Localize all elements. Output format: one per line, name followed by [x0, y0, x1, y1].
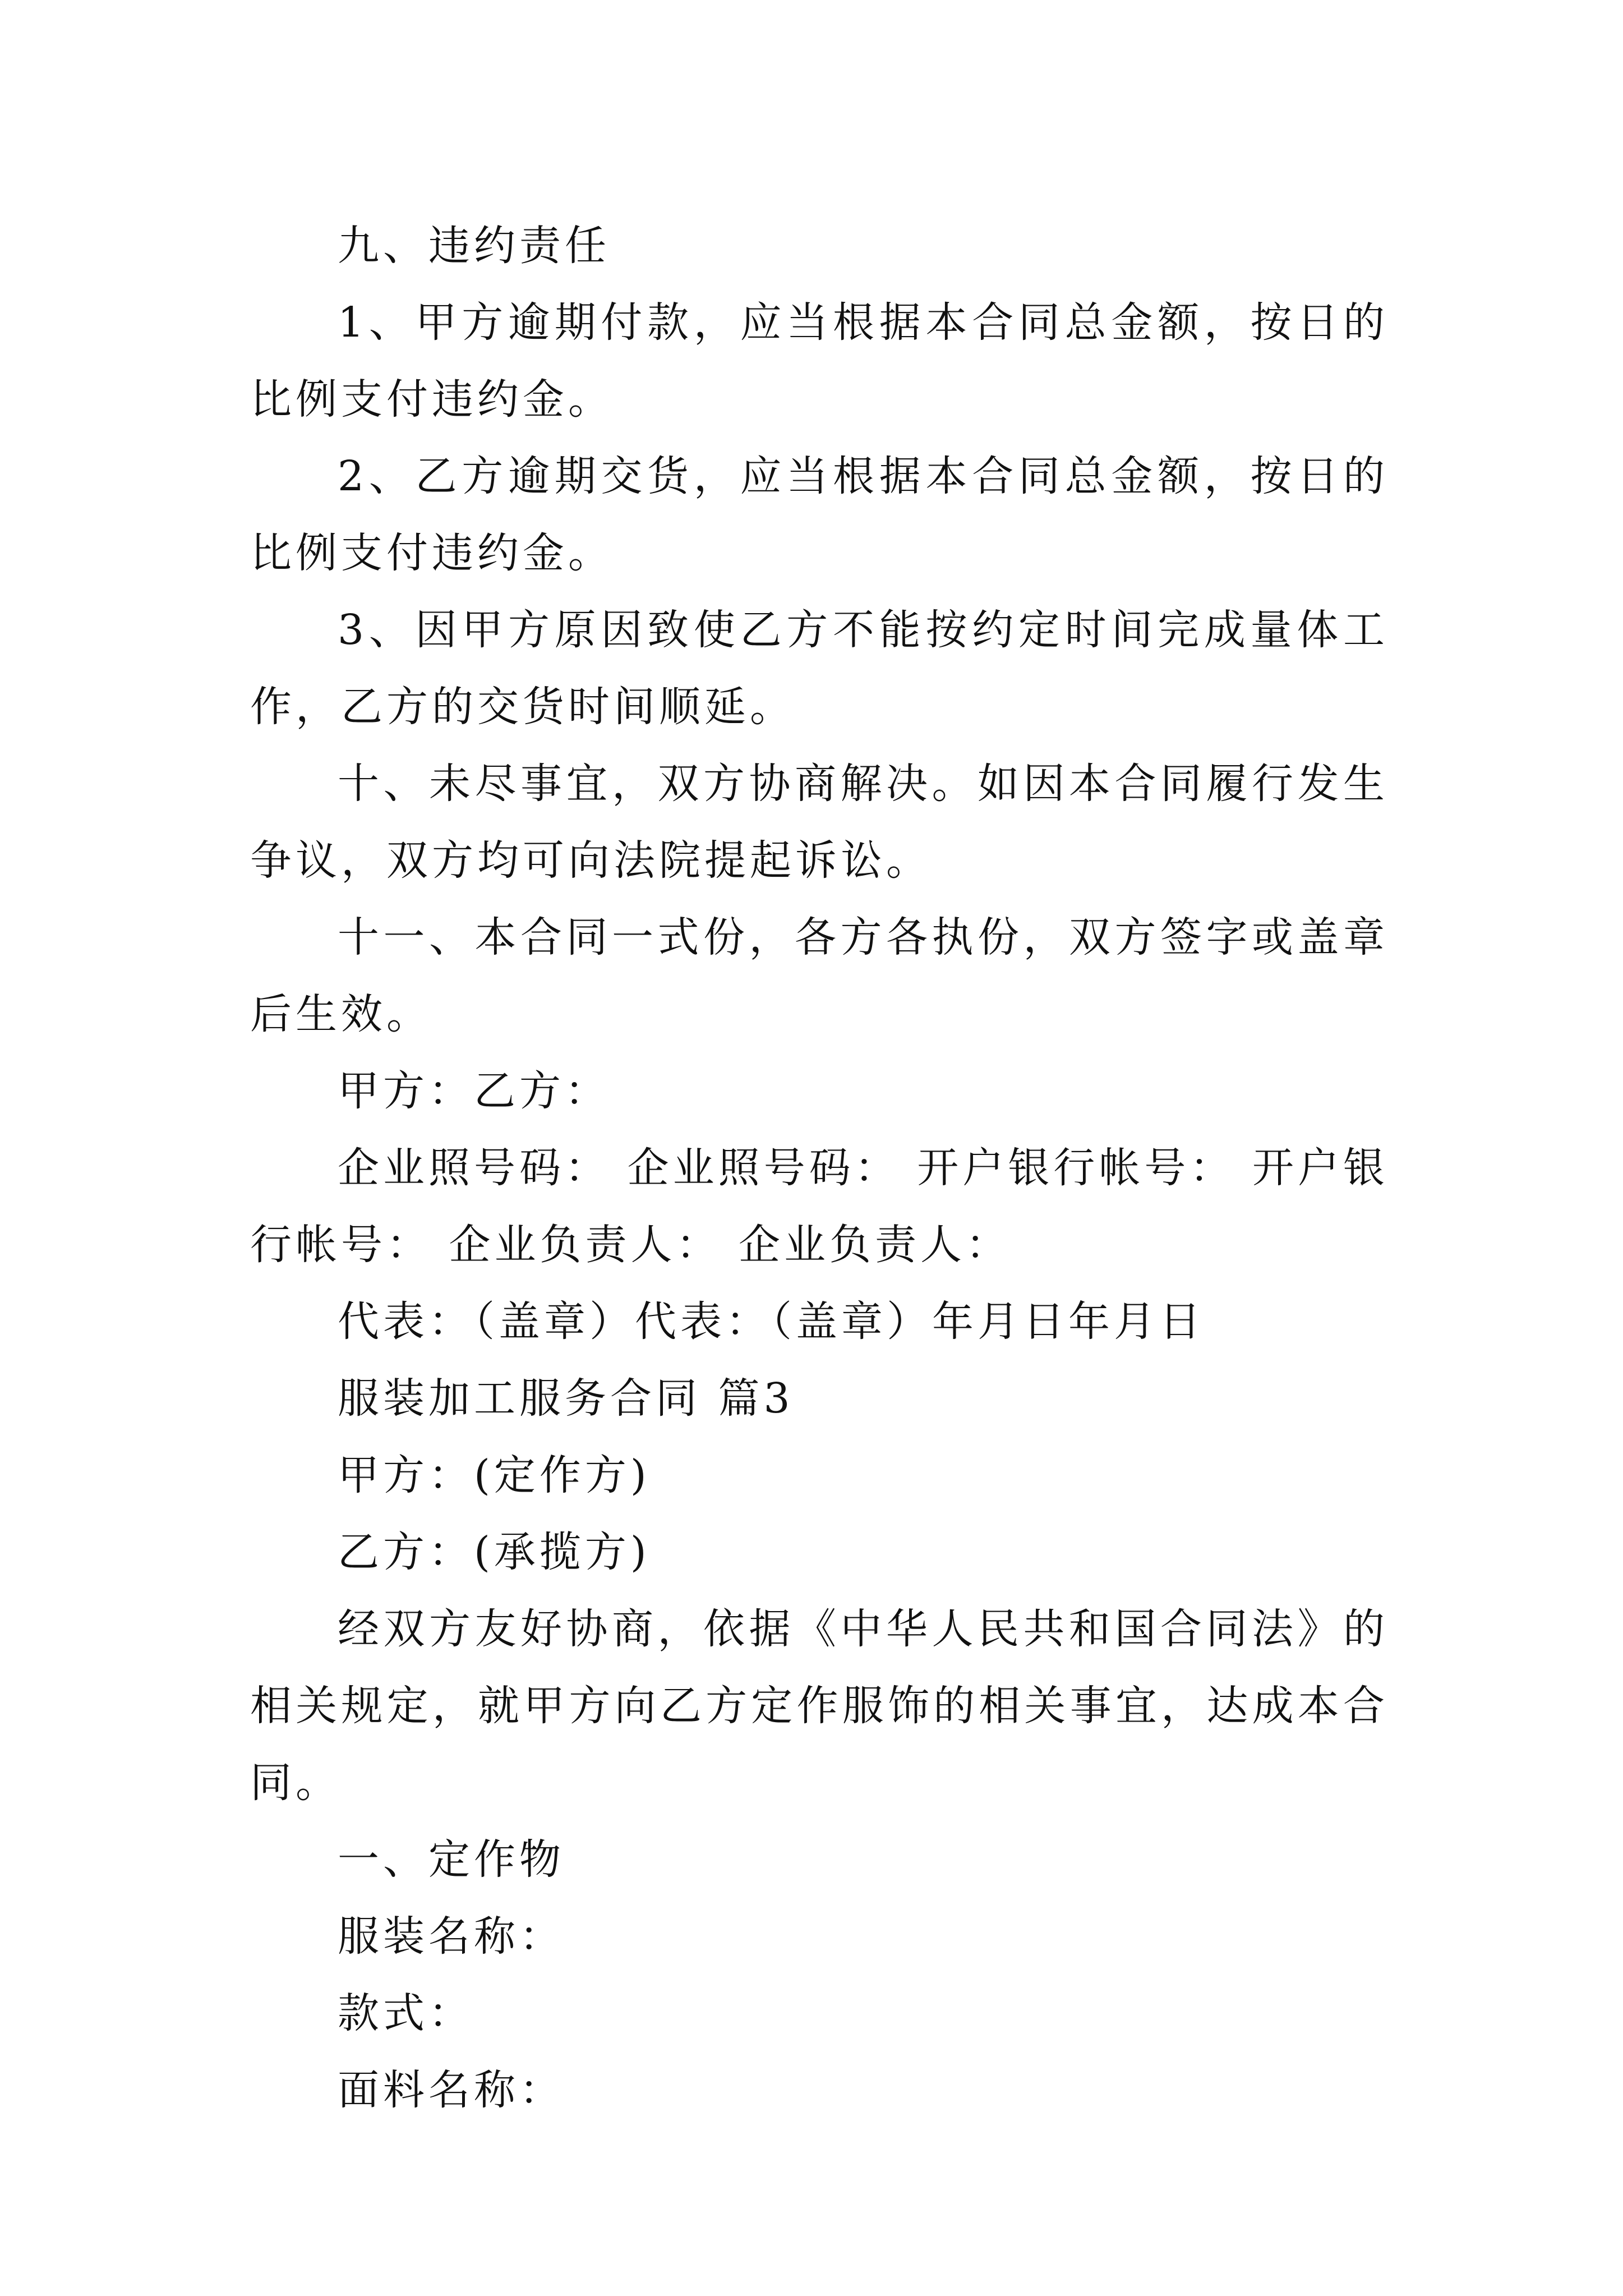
clause-dispute-resolution: 十、未尽事宜，双方协商解决。如因本合同履行发生争议，双方均可向法院提起诉讼。 — [250, 760, 1389, 885]
contract-preamble: 经双方友好协商，依据《中华人民共和国合同法》的相关规定，就甲方向乙方定作服饰的相关事宜，达成本合同。 — [250, 1605, 1389, 1807]
section-heading-custom-items: 一、定作物 — [338, 1835, 565, 1884]
clause-late-delivery: 2、乙方逾期交货，应当根据本合同总金额，按日的比例支付违约金。 — [250, 452, 1389, 577]
field-fabric-name: 面料名称： — [338, 2066, 565, 2114]
signature-parties-line: 甲方：乙方： — [338, 1067, 610, 1115]
party-a-line: 甲方：(定作方) — [338, 1451, 651, 1499]
contract-title: 服装加工服务合同 篇3 — [338, 1374, 794, 1423]
clause-late-payment: 1、甲方逾期付款，应当根据本合同总金额，按日的比例支付违约金。 — [250, 298, 1389, 424]
field-garment-name: 服装名称： — [338, 1912, 565, 1961]
section-heading-breach-liability: 九、违约责任 — [338, 222, 610, 270]
field-style: 款式： — [338, 1989, 474, 2037]
document-body — [250, 208, 1389, 2129]
signature-representative-line: 代表：（盖章）代表：（盖章）年月日年月日 — [338, 1297, 1205, 1346]
signature-details-line: 企业照号码： 企业照号码： 开户银行帐号： 开户银行帐号： 企业负责人： 企业负责人： — [250, 1144, 1389, 1269]
party-b-line: 乙方：(承揽方) — [338, 1528, 651, 1576]
clause-copies-effect: 十一、本合同一式份，各方各执份，双方签字或盖章后生效。 — [250, 913, 1389, 1038]
clause-delivery-extension: 3、因甲方原因致使乙方不能按约定时间完成量体工作，乙方的交货时间顺延。 — [250, 606, 1389, 731]
